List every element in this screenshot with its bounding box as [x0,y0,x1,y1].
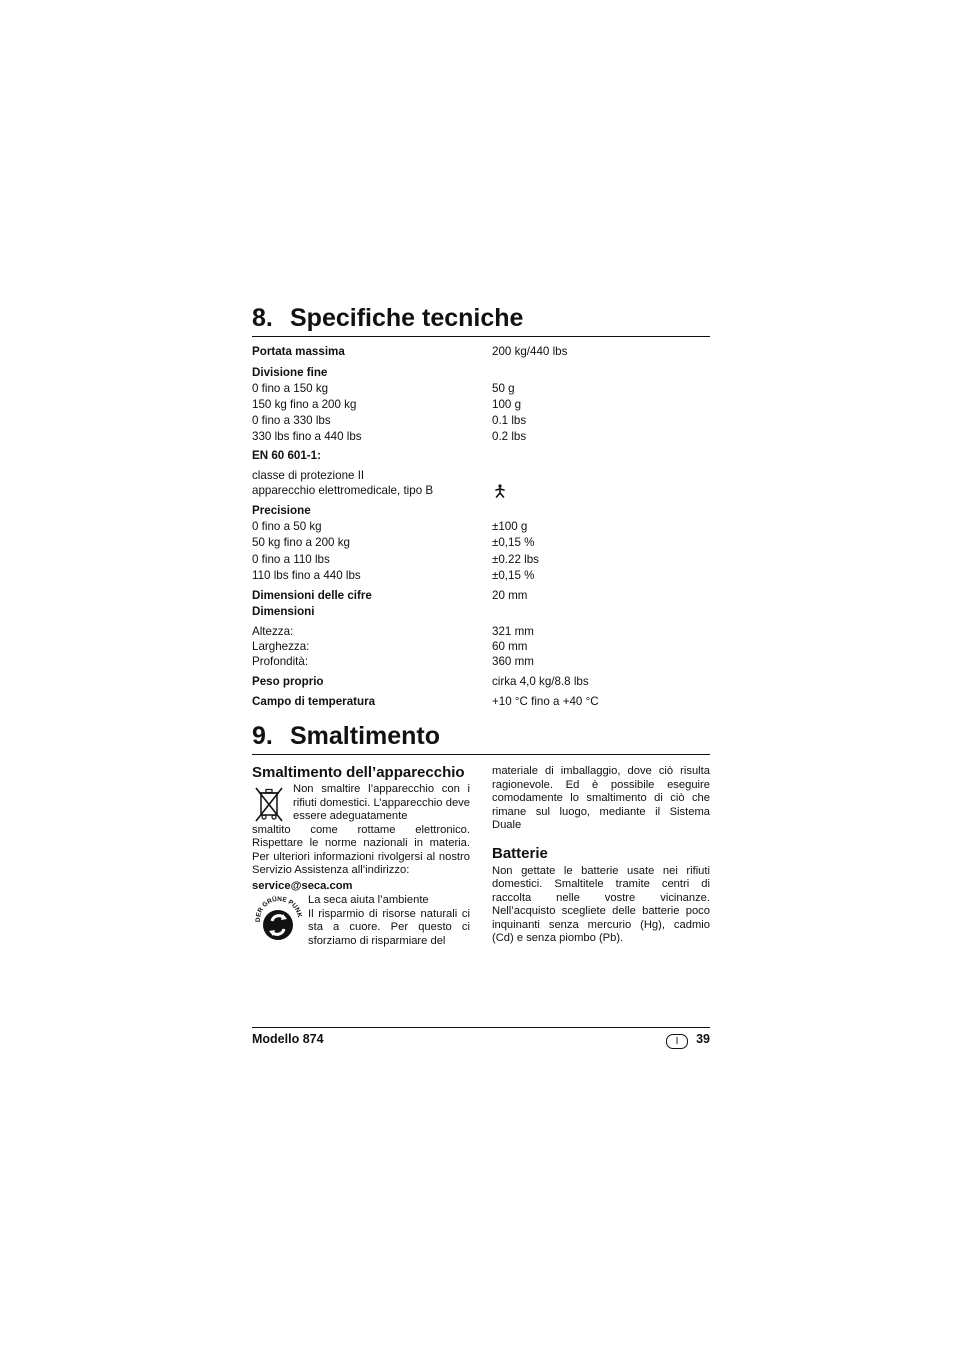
spec-label: Peso proprio [252,675,324,688]
spec-label: Dimensioni [252,605,315,618]
spec-label: apparecchio elettromedicale, tipo B [252,484,434,497]
section-8-heading [252,304,710,337]
spec-value: cirka 4,0 kg/8.8 lbs [492,675,589,688]
spec-label: EN 60 601-1: [252,449,321,462]
spec-value: 0.2 lbs [492,430,527,443]
spec-label: Altezza: [252,625,294,638]
spec-value: 20 mm [492,589,528,602]
green-dot-logo-text: DER GRÜNE PUNK [254,895,303,923]
spec-value: 100 g [492,398,522,411]
footer-page-number: 39 [696,1032,710,1046]
spec-label: 150 kg fino a 200 kg [252,398,357,411]
spec-value: 50 g [492,382,515,395]
spec-label: 330 lbs fino a 440 lbs [252,430,362,443]
device-disposal-text-2: smaltito come rottame elettronico. Rispettare le norme nazionali in materia. Per ulteriori informazioni rivolgersi al nostro Servizio Assistenza all’indirizzo: [252,823,470,876]
spec-label: 0 fino a 110 lbs [252,553,330,566]
env-text: Il risparmio di risorse naturali ci sta a cuore. Per questo ci sforziamo di risparmiare del [308,907,470,947]
spec-label: Precisione [252,504,311,517]
batteries-text: Non gettate le batterie usate nei rifiuti domestici. Smaltitele tramite centri di raccolta nelle vostre vicinanze. Nell’acquisto scegliete delle batterie poco inquinanti senza mercurio (Hg), cadmio (Cd) e senza piombo (Pb). [492,864,710,944]
page-footer [252,1027,710,1052]
spec-label: 110 lbs fino a 440 lbs [252,569,361,582]
spec-label: 50 kg fino a 200 kg [252,536,350,549]
section-8-title: Specifiche tecniche [290,304,524,332]
device-disposal-heading: Smaltimento dell’apparecchio [252,764,465,781]
spec-label: 0 fino a 150 kg [252,382,329,395]
spec-value: ±100 g [492,520,528,533]
spec-value: 360 mm [492,655,534,668]
spec-value: 321 mm [492,625,534,638]
section-9-title: Smaltimento [290,722,441,750]
spec-label: Divisione fine [252,366,328,379]
disposal-right-column [492,765,710,946]
spec-value: ±0,15 % [492,569,535,582]
spec-label: Larghezza: [252,640,310,653]
disposal-left-column [252,764,470,948]
service-email[interactable]: service@seca.com [252,879,353,892]
spec-label: Portata massima [252,345,345,358]
section-8-number: 8. [252,304,273,332]
packaging-text: materiale di imballaggio, dove ciò risulta ragionevole. Ed è possibile eseguire comodamente lo smaltimento di ciò che rimane sul luogo, mediante il Sistema Duale [492,765,710,831]
batteries-heading: Batterie [492,844,548,862]
spec-value: 200 kg/440 lbs [492,345,568,358]
spec-value: 0.1 lbs [492,414,527,427]
env-heading: La seca aiuta l’ambiente [308,894,429,906]
type-b-applied-part-icon [493,484,507,503]
weee-crossed-bin-icon [252,785,286,830]
spec-value: +10 °C fino a +40 °C [492,695,599,708]
spec-label: classe di protezione II [252,469,365,482]
spec-value: ±0,15 % [492,536,535,549]
spec-label: Dimensioni delle cifre [252,589,372,602]
section-9-number: 9. [252,722,273,750]
section-9-heading [252,722,710,755]
footer-language-badge: I [666,1034,688,1049]
spec-label: 0 fino a 330 lbs [252,414,331,427]
spec-value: ±0.22 lbs [492,553,539,566]
footer-model: Modello 874 [252,1032,324,1046]
spec-label: 0 fino a 50 kg [252,520,322,533]
device-disposal-text-1: Non smaltire l’apparecchio con i rifiuti domestici. L’apparecchio deve essere adeguatamente [293,783,470,822]
spec-label: Campo di temperatura [252,695,376,708]
green-dot-icon [252,894,304,949]
spec-label: Profondità: [252,655,309,668]
spec-value: 60 mm [492,640,528,653]
